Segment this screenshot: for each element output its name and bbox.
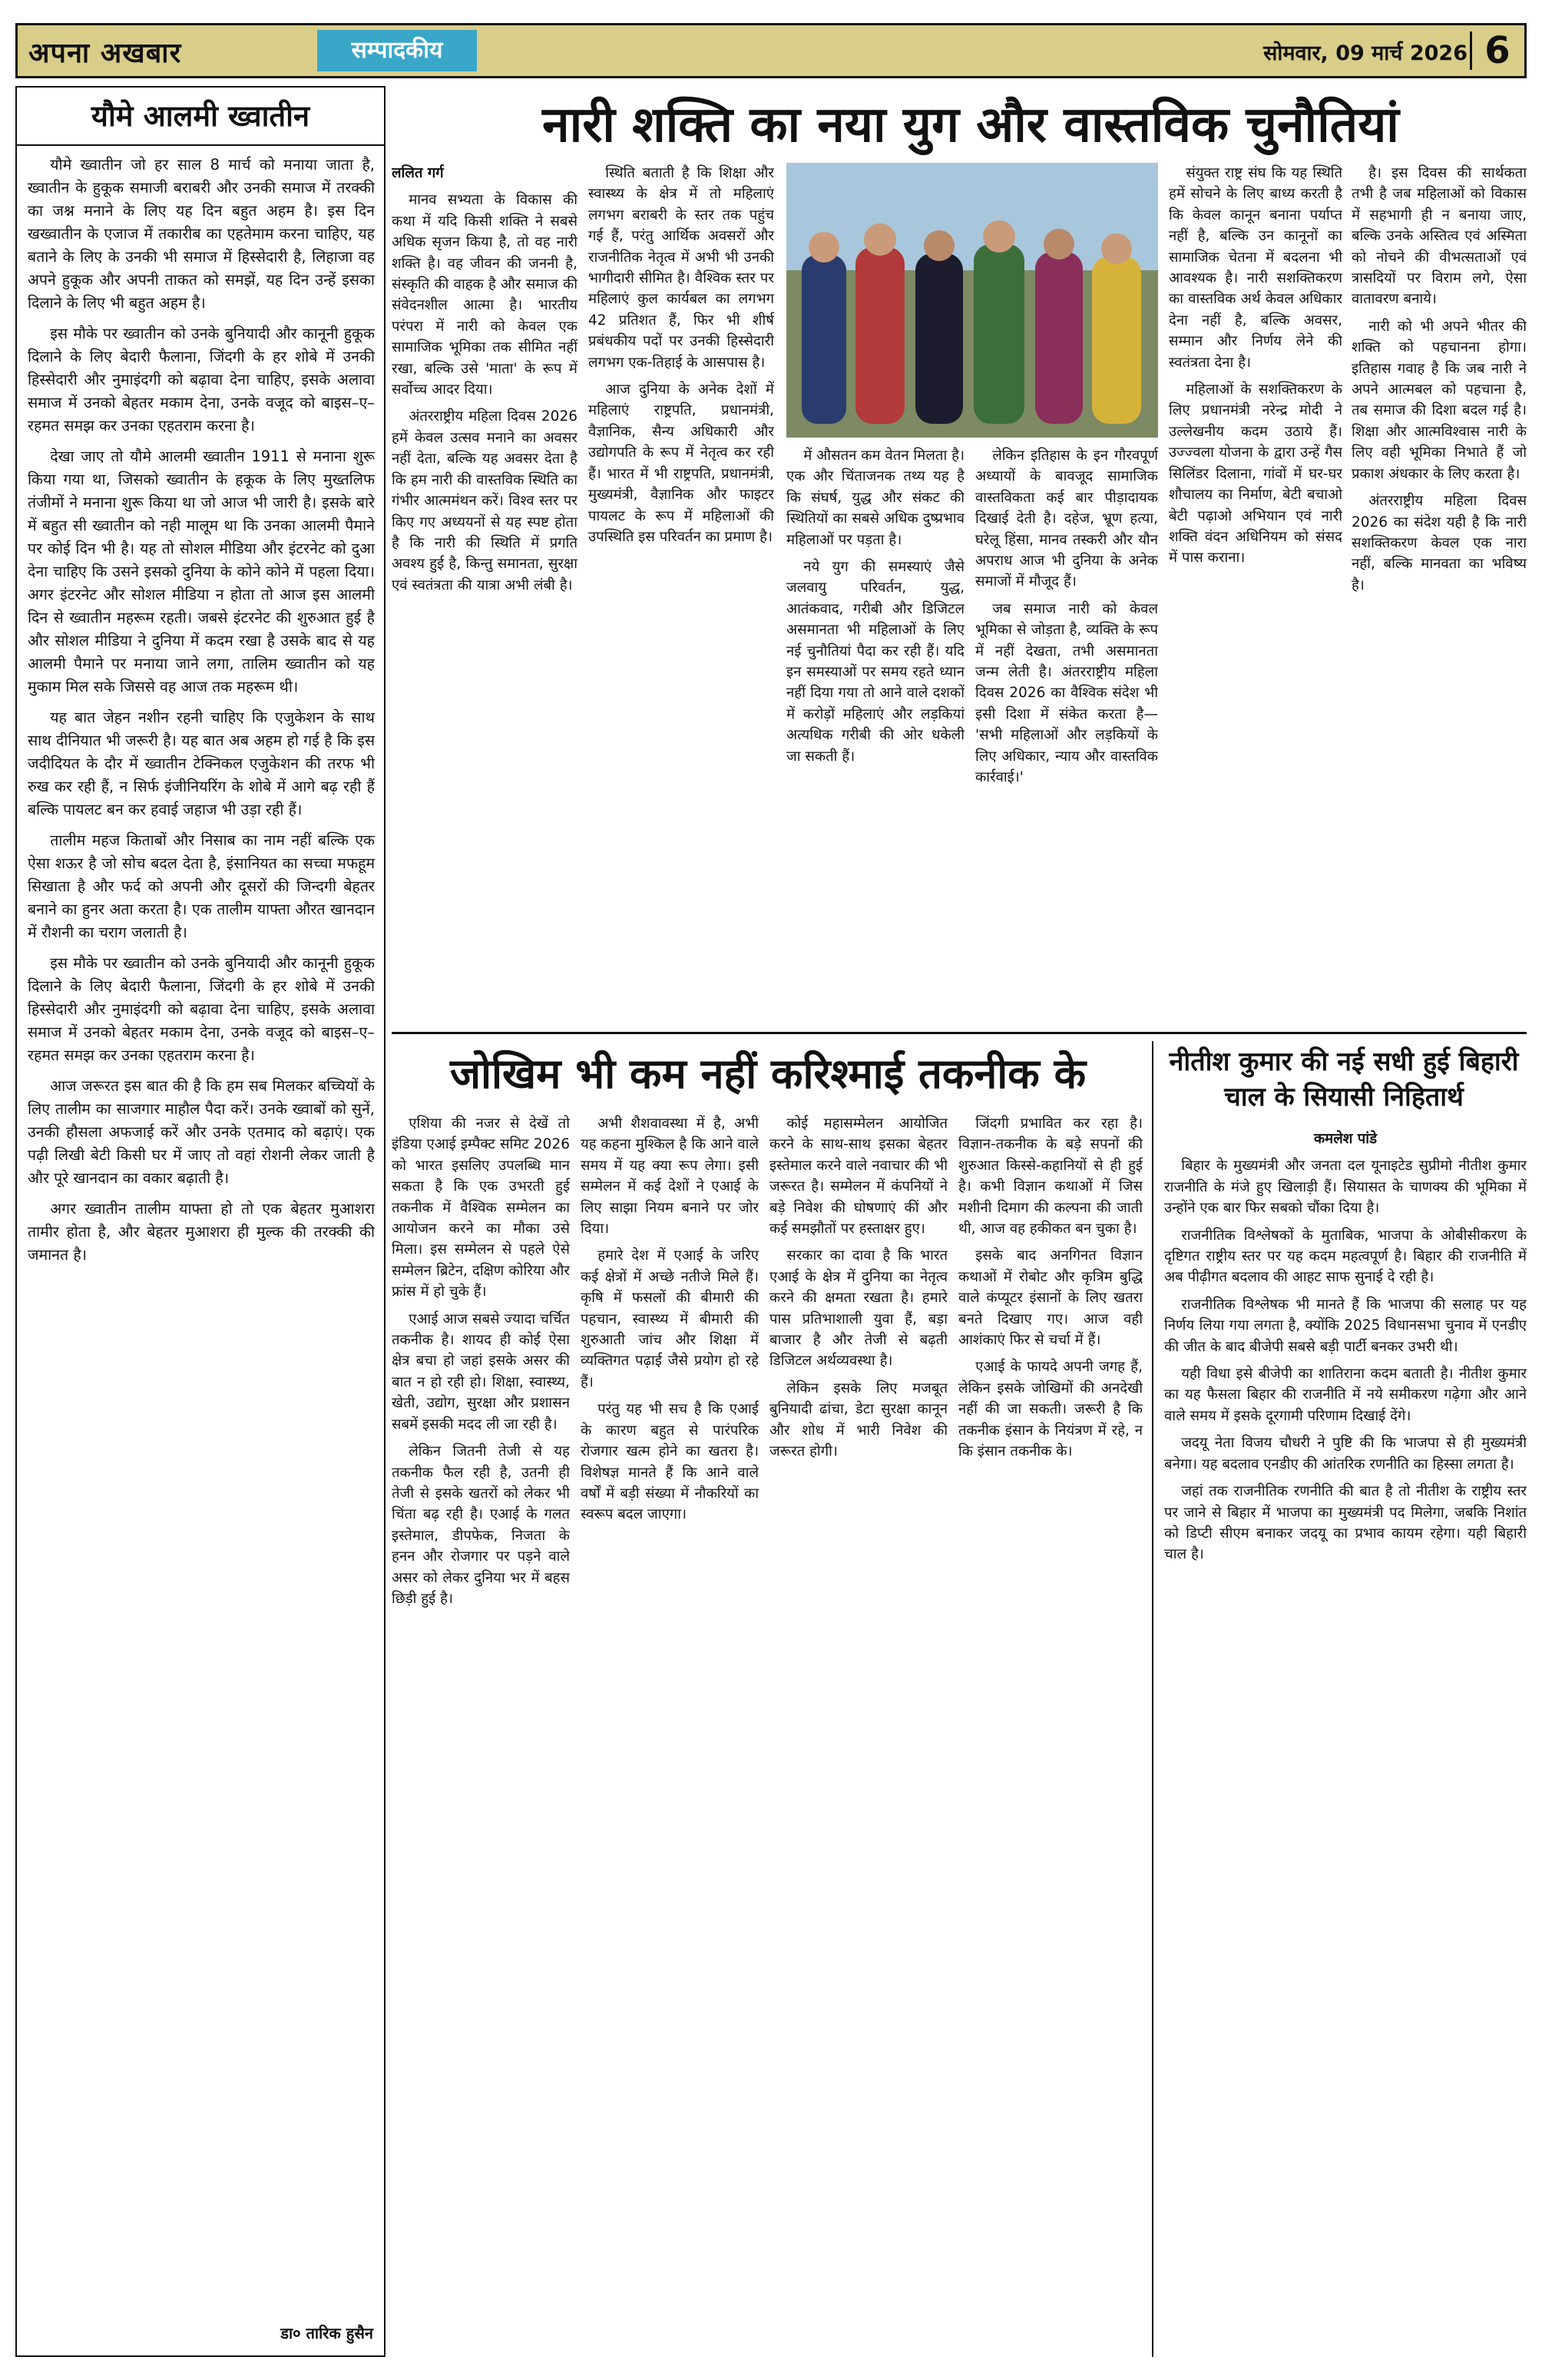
author-name: कमलेश पांडे	[1313, 1131, 1378, 1147]
column-divider	[1152, 1041, 1153, 2357]
author-name: ललित गर्ग	[392, 165, 444, 181]
paragraph: परंतु यह भी सच है कि एआई के कारण बहुत से पारंपरिक रोजगार खत्म होने का खतरा है। विशेषज्ञ मानते हैं कि आने वाले वर्षों में बड़ी संख्या में नौकरियों का स्वरूप बदल जाएगा।	[581, 1401, 759, 1523]
main-article-col-1	[392, 163, 577, 1023]
issue-date: सोमवार, 09 मार्च 2026	[1263, 41, 1468, 65]
paragraph: राजनीतिक विश्लेषक भी मानते हैं कि भाजपा की सलाह पर यह निर्णय लिया गया लगता है, क्योंकि 2025 विधानसभा चुनाव में एनडीए की जीत के बाद बीजेपी सबसे बड़ी पार्टी बनकर उभरी थी।	[1164, 1296, 1527, 1355]
section-divider	[392, 1032, 1527, 1034]
paragraph: देखा जाए तो यौमे आलमी ख्वातीन 1911 से मनाना शुरू किया गया था, जिसको ख्वातीन के हकूक के लिए मुख्तलिफ तंजीमों ने मनाना शुरू किया था जो आज भी जारी है। इसके बारे में बहुत सी ख्वातीन को नही मालूम था कि उनका आलमी पैमाने पर कोई दिन भी है। यह तो सोशल मीडिया और इंटरनेट को दुआ देना चाहिए कि उसने इसको दुनिया के कोने कोने में पहला दिया। अगर इंटरनेट और सोशल मीडिया न होता तो आज इस आलमी दिन से ख्वातीन महरूम रहती। जबसे इंटरनेट की शुरुआत हुई है और सोशल मीडिया ने दुनिया में कदम रखा है उसके बाद से यह आलमी पैमाने पर मनाया जाने लगा, तालिम ख्वातीन को यह मुकाम मिल सके जिससे वह आज तक महरूम थी।	[28, 448, 375, 696]
paragraph: अभी शैशवावस्था में है, अभी यह कहना मुश्किल है कि आने वाले समय में यह क्या रूप लेगा। इसी सम्मेलन में कई देशों ने एआई के लिए साझा नियम बनाने पर जोर दिया।	[581, 1116, 759, 1238]
paragraph: सरकार का दावा है कि भारत एआई के क्षेत्र में दुनिया का नेतृत्व करने की क्षमता रखता है। हमारे पास प्रतिभाशाली युवा हैं, बड़ा बाजार है और तेजी से बढ़ती डिजिटल अर्थव्यवस्था है।	[769, 1248, 948, 1370]
paragraph: एआई आज सबसे ज्यादा चर्चित तकनीक है। शायद ही कोई ऐसा क्षेत्र बचा हो जहां इसके असर की बात न हो रही हो। शिक्षा, स्वास्थ्य, खेती, उद्योग, सुरक्षा और प्रशासन सबमें इसकी मदद ली जा रही है।	[392, 1311, 570, 1433]
paragraph: आज जरूरत इस बात की है कि हम सब मिलकर बच्चियों के लिए तालीम का साजगार माहौल पैदा करें। उनके ख्वाबों को सुनें, उनकी हौसला अफजाई करें और उनके एतमाद को बढ़ाएं। एक पढ़ी लिखी बेटी किसी घर में जाए तो वहां रोशनी लेकर जाती है और पूरे खानदान का वकार बढ़ाती है।	[28, 1077, 375, 1187]
paragraph: इस मौके पर ख्वातीन को उनके बुनियादी और कानूनी हुकूक दिलाने के लिए बेदारी फैलाना, जिंदगी के हर शोबे में उनकी हिस्सेदारी और नुमाइंदगी को बढ़ावा देना चाहिए, इसके अलावा समाज में उनको बेहतर मकाम देना, उनके वजूद को बाइस–ए–रहमत समझ कर उनका एहतराम करना है।	[28, 325, 375, 435]
paragraph: नारी को भी अपने भीतर की शक्ति को पहचानना होगा। इतिहास गवाह है कि जब नारी ने अपने आत्मबल को पहचाना है, तब समाज की दिशा बदल गई है। शिक्षा और आत्मविश्वास नारी के लिए वही भूमिका निभाते हैं जो प्रकाश अंधकार के लिए करता है।	[1352, 318, 1527, 482]
section-label: सम्पादकीय	[317, 30, 477, 71]
paragraph: यही विधा इसे बीजेपी का शातिराना कदम बताती है। नीतीश कुमार का यह फैसला बिहार की राजनीति में नये समीकरण गढ़ेगा और आने वाले समय में इसके दूरगामी परिणाम दिखाई देंगे।	[1164, 1366, 1527, 1424]
paragraph: इसके बाद अनगिनत विज्ञान कथाओं में रोबोट और कृत्रिम बुद्धि वाले कंप्यूटर इंसानों के लिए खतरा बनते दिखाए गए। आज वही आशंकाएं फिर से चर्चा में हैं।	[958, 1248, 1143, 1349]
left-article	[15, 86, 386, 2357]
main-headline: नारी शक्ति का नया युग और वास्तविक चुनौतियां	[542, 97, 1399, 154]
paper-name: अपना अखबार	[28, 38, 182, 69]
paragraph: है। इस दिवस की सार्थकता तभी है जब महिलाओं को विकास में सहभागी ही न बनाया जाए, बल्कि उनके अस्तित्व एवं अस्मिता को नोचने की वीभत्सताओं एवं त्रासदियों पर विराम लगे, ऐसा वातावरण बनाये।	[1352, 165, 1527, 308]
paragraph: स्थिति बताती है कि शिक्षा और स्वास्थ्य के क्षेत्र में तो महिलाएं लगभग बराबरी के स्तर तक पहुंच गई हैं, परंतु आर्थिक अवसरों और राजनीतिक नेतृत्व में अभी भी उनकी भागीदारी सीमित है। वैश्विक स्तर पर महिलाएं कुल कार्यबल का लगभग 42 प्रतिशत हैं, फिर भी शीर्ष प्रबंधकीय पदों पर उनकी हिस्सेदारी लगभग एक-तिहाई के आसपास है।	[588, 165, 774, 371]
paragraph: राजनीतिक विश्लेषकों के मुताबिक, भाजपा के ओबीसीकरण के दृष्टिगत राष्ट्रीय स्तर पर यह कदम महत्वपूर्ण है। बिहार की राजनीति में अब पीढ़ीगत बदलाव की आहट साफ सुनाई दे रही है।	[1164, 1227, 1527, 1286]
main-article-col-5	[1169, 163, 1342, 1023]
page-number: 6	[1484, 29, 1511, 72]
header-divider	[1470, 31, 1472, 70]
paragraph: हमारे देश में एआई के जरिए कई क्षेत्रों में अच्छे नतीजे मिले हैं। कृषि में फसलों की बीमारी की पहचान, स्वास्थ्य में बीमारी की शुरुआती जांच और शिक्षा में व्यक्तिगत पढ़ाई जैसे प्रयोग हो रहे हैं।	[581, 1248, 759, 1390]
paragraph: नये युग की समस्याएं जैसे जलवायु परिवर्तन, युद्ध, आतंकवाद, गरीबी और डिजिटल असमानता भी महिलाओं के लिए नई चुनौतियां पैदा कर रही हैं। यदि इन समस्याओं पर समय रहते ध्यान नहीं दिया गया तो आने वाले दशकों में करोड़ों महिलाएं और लड़कियां अत्यधिक गरीबी की ओर धकेली जा सकती हैं।	[786, 559, 965, 765]
paragraph: आज दुनिया के अनेक देशों में महिलाएं राष्ट्रपति, प्रधानमंत्री, वैज्ञानिक, सैन्य अधिकारी और उद्योगपति के रूप में नेतृत्व कर रही हैं। भारत में भी राष्ट्रपति, प्रधानमंत्री, मुख्यमंत्री, वैज्ञानिक और फाइटर पायलट के रूप में महिलाओं की उपस्थिति इस परिवर्तन का प्रमाण है।	[588, 382, 774, 545]
second-article-headline: जोखिम भी कम नहीं करिश्माई तकनीक के	[449, 1050, 1087, 1098]
third-article-body	[1164, 1129, 1527, 2357]
women-group-photo-icon	[786, 163, 1158, 438]
second-article-col-4	[958, 1113, 1143, 2357]
third-article-headline: नीतीश कुमार की नई सधी हुई बिहारी चाल के सियासी निहितार्थ	[1169, 1046, 1519, 1112]
second-article-col-2	[581, 1113, 759, 2357]
paragraph: एआई के फायदे अपनी जगह हैं, लेकिन इसके जोखिमों की अनदेखी नहीं की जा सकती। जरूरी है कि तकनीक इंसान के नियंत्रण में रहे, न कि इंसान तकनीक के।	[958, 1359, 1143, 1460]
paragraph: जिंदगी प्रभावित कर रहा है। विज्ञान-तकनीक के बड़े सपनों की शुरुआत किस्से-कहानियों से ही हुई है। कभी विज्ञान कथाओं में जिस मशीनी दिमाग की कल्पना की जाती थी, आज वह हकीकत बन चुका है।	[958, 1116, 1143, 1238]
left-article-body	[28, 154, 375, 2280]
paragraph: अगर ख्वातीन तालीम याफ्ता हो तो एक बेहतर मुआशरा तामीर होता है, और बेहतर मुआशरा ही मुल्क की तरक्की की जमानत है।	[28, 1200, 375, 1264]
paragraph: यौमे ख्वातीन जो हर साल 8 मार्च को मनाया जाता है, ख्वातीन के हुकूक समाजी बराबरी और उनकी समाज में तरक्की का जश्न मनाने के लिए यह दिन बहुत अहम है। इस दिन खख्वातीन के एजाज में तकारीब का एहतेमाम करना चाहिए, यह बताने के लिए के उनकी भी समाज में हिस्सेदारी है, लिहाजा वह अपने हुकूक और अपनी ताकत को समझें, यह दिन उन्हें इसका दिलाने के लिए भी बहुत अहम है।	[28, 156, 375, 312]
paragraph: एशिया की नजर से देखें तो इंडिया एआई इम्पैक्ट समिट 2026 को भारत इसलिए उपलब्धि मान सकता है कि एक उभरती हुई तकनीक में वैश्विक सम्मेलन का आयोजन करने का मौका उसे मिला। इस सम्मेलन से पहले ऐसे सम्मेलन ब्रिटेन, दक्षिण कोरिया और फ्रांस में हो चुके हैं।	[392, 1116, 570, 1301]
paragraph: तालीम महज किताबों और निसाब का नाम नहीं बल्कि एक ऐसा शऊर है जो सोच बदल देता है, इंसानियत का सच्चा मफहूम सिखाता है और फर्द को अपनी और दूसरों की जिन्दगी बेहतर बनाने का हुनर अता करता है। एक तालीम याफ्ता औरत खानदान में रौशनी का चराग जलाती है।	[28, 831, 375, 941]
left-article-byline: डा० तारिक हुसैन	[280, 2324, 373, 2342]
page-header	[15, 23, 1527, 78]
paragraph: बिहार के मुख्यमंत्री और जनता दल यूनाइटेड सुप्रीमो नीतीश कुमार राजनीति के मंजे हुए खिलाड़ी हैं। सियासत के चाणक्य की भूमिका में उन्होंने एक बार फिर सबको चौंका दिया है।	[1164, 1158, 1527, 1217]
second-article-col-1	[392, 1113, 570, 2357]
main-article-col-2	[588, 163, 774, 1023]
left-article-title: यौमे आलमी ख्वातीन	[17, 88, 384, 146]
paragraph: जब समाज नारी को केवल भूमिका से जोड़ता है, व्यक्ति के रूप में नहीं देखता, तभी असमानता जन्म लेती है। अंतरराष्ट्रीय महिला दिवस 2026 का वैश्विक संदेश भी इसी दिशा में संकेत करता है— 'सभी महिलाओं और लड़कियों के लिए अधिकार, न्याय और वास्तविक कार्रवाई।'	[975, 600, 1158, 786]
main-article-col-3	[786, 445, 965, 1023]
paragraph: अंतरराष्ट्रीय महिला दिवस 2026 हमें केवल उत्सव मनाने का अवसर नहीं देता, बल्कि यह अवसर देता है कि हम नारी की वास्तविक स्थिति का गंभीर आत्ममंथन करें। विश्व स्तर पर किए गए अध्ययनों से यह स्पष्ट होता है कि नारी की स्थिति में प्रगति अवश्य हुई है, किन्तु समानता, सुरक्षा एवं स्वतंत्रता की यात्रा अभी लंबी है।	[392, 408, 577, 593]
paragraph: यह बात जेहन नशीन रहनी चाहिए कि एजुकेशन के साथ साथ दीनियात भी जरूरी है। यह बात अब अहम हो गई है कि इस जदीदियत के दौर में ख्वातीन टेक्निकल एजुकेशन की तरफ भी रुख कर रही हैं, न सिर्फ इंजीनियरिंग के शोबे में आगे बढ़ रही हैं बल्कि पायलट बन कर हवाई जहाज भी उड़ा रही हैं।	[28, 709, 375, 818]
paragraph: जहां तक राजनीतिक रणनीति की बात है तो नीतीश के राष्ट्रीय स्तर पर जाने से बिहार में भाजपा का मुख्यमंत्री पद मिलेगा, जबकि निशांत को डिप्टी सीएम बनाकर जदयू का प्रभाव कायम रहेगा। यही बिहारी चाल है।	[1164, 1483, 1527, 1563]
second-article-col-3	[769, 1113, 948, 2357]
paragraph: लेकिन इतिहास के इन गौरवपूर्ण अध्यायों के बावजूद सामाजिक वास्तविकता कई बार पीड़ादायक दिखाई देती है। दहेज, भ्रूण हत्या, घरेलू हिंसा, मानव तस्करी और यौन अपराध आज भी दुनिया के अनेक समाजों में मौजूद हैं।	[975, 448, 1158, 590]
main-article-col-6	[1352, 163, 1527, 1023]
paragraph: महिलाओं के सशक्तिकरण के लिए प्रधानमंत्री नरेन्द्र मोदी ने उल्लेखनीय कदम उठाये हैं। उज्ज्वला योजना के द्वारा उन्हें गैस सिलिंडर दिलाना, गांवों में घर-घर शौचालय का निर्माण, बेटी बचाओ बेटी पढ़ाओ अभियान एवं नारी शक्ति वंदन अधिनियम को संसद में पास कराना।	[1169, 382, 1342, 567]
paragraph: संयुक्त राष्ट्र संघ कि यह स्थिति हमें सोचने के लिए बाध्य करती है कि केवल कानून बनाना पर्याप्त नहीं है, बल्कि उन कानूनों का सामाजिक चेतना में बदलना भी आवश्यक है। नारी सशक्तिकरण का वास्तविक अर्थ केवल अधिकार देना नहीं है, बल्कि अवसर, सम्मान और निर्णय लेने की स्वतंत्रता देना है।	[1169, 165, 1342, 371]
paragraph: जदयू नेता विजय चौधरी ने पुष्टि की कि भाजपा से ही मुख्यमंत्री बनेगा। यह बदलाव एनडीए की आंतरिक रणनीति का हिस्सा लगता है।	[1164, 1435, 1527, 1473]
paragraph: अंतरराष्ट्रीय महिला दिवस 2026 का संदेश यही है कि नारी सशक्तिकरण केवल एक नारा नहीं, बल्कि मानवता का भविष्य है।	[1352, 493, 1527, 593]
paragraph: में औसतन कम वेतन मिलता है। एक और चिंताजनक तथ्य यह है कि संघर्ष, युद्ध और संकट की स्थितियों का सबसे अधिक दुष्प्रभाव महिलाओं पर पड़ता है।	[786, 448, 965, 548]
main-article-col-4	[975, 445, 1158, 1023]
paragraph: इस मौके पर ख्वातीन को उनके बुनियादी और कानूनी हुकूक दिलाने के लिए बेदारी फैलाना, जिंदगी के हर शोबे में उनकी हिस्सेदारी और नुमाइंदगी को बढ़ावा देना चाहिए, इसके अलावा समाज में उनको बेहतर मकाम देना, उनके वजूद को बाइस–ए–रहमत समझ कर उनका एहतराम करना है।	[28, 954, 375, 1064]
paragraph: कोई महासम्मेलन आयोजित करने के साथ-साथ इसका बेहतर इस्तेमाल करने वाले नवाचार की भी जरूरत है। सम्मेलन में कंपनियों ने बड़े निवेश की घोषणाएं कीं और कई समझौतों पर हस्ताक्षर हुए।	[769, 1116, 948, 1238]
women-group-photo	[786, 163, 1158, 438]
paragraph: मानव सभ्यता के विकास की कथा में यदि किसी शक्ति ने सबसे अधिक सृजन किया है, तो वह नारी शक्ति है। वह जीवन की जननी है, संस्कृति की वाहक है और समाज की संवेदनशील आत्मा है। भारतीय परंपरा में नारी को केवल एक सामाजिक भूमिका तक सीमित नहीं रखा, बल्कि उसे 'माता' के रूप में सर्वोच्च आदर दिया।	[392, 192, 577, 398]
paragraph: लेकिन जितनी तेजी से यह तकनीक फैल रही है, उतनी ही तेजी से इसके खतरों को लेकर भी चिंता बढ़ रही है। एआई के गलत इस्तेमाल, डीपफेक, निजता के हनन और रोजगार पर पड़ने वाले असर को लेकर दुनिया भर में बहस छिड़ी हुई है।	[392, 1443, 570, 1607]
paragraph: लेकिन इसके लिए मजबूत बुनियादी ढांचा, डेटा सुरक्षा कानून और शोध में भारी निवेश की जरूरत होगी।	[769, 1380, 948, 1460]
